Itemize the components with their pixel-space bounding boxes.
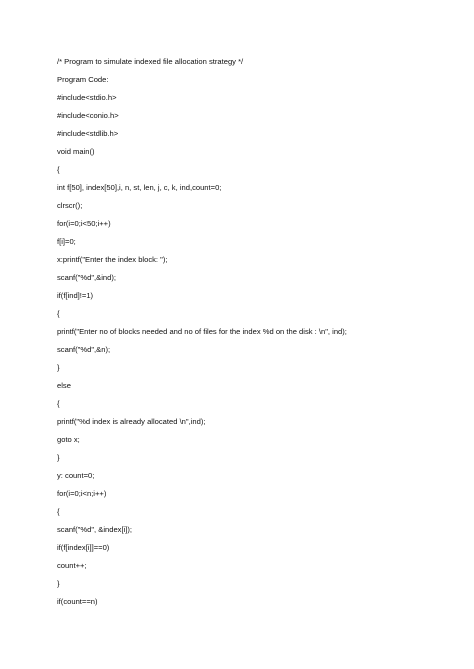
code-line-12: x:printf("Enter the index block: "); xyxy=(57,255,168,264)
code-line-7: { xyxy=(57,165,60,174)
code-line-28: if(f[index[i]]==0) xyxy=(57,543,110,552)
code-line-15: { xyxy=(57,309,60,318)
code-line-13: scanf("%d",&ind); xyxy=(57,273,116,282)
code-line-24: y: count=0; xyxy=(57,471,95,480)
code-line-27: scanf("%d", &index[i]); xyxy=(57,525,133,534)
code-line-23: } xyxy=(57,453,60,462)
code-line-26: { xyxy=(57,507,60,516)
code-line-25: for(i=0;i<n;i++) xyxy=(57,489,107,498)
code-line-19: else xyxy=(57,381,71,390)
code-line-3: #include<stdio.h> xyxy=(57,93,117,102)
code-line-22: goto x; xyxy=(57,435,80,444)
code-line-4: #include<conio.h> xyxy=(57,111,119,120)
code-line-21: printf("%d index is already allocated \n",ind); xyxy=(57,417,206,426)
code-line-2: Program Code: xyxy=(57,75,109,84)
code-line-31: if(count==n) xyxy=(57,597,98,606)
code-line-17: scanf("%d",&n); xyxy=(57,345,111,354)
code-line-9: clrscr(); xyxy=(57,201,83,210)
code-line-10: for(i=0;i<50;i++) xyxy=(57,219,111,228)
code-line-20: { xyxy=(57,399,60,408)
code-line-14: if(f[ind]!=1) xyxy=(57,291,94,300)
code-line-29: count++; xyxy=(57,561,87,570)
code-line-8: int f[50], index[50],i, n, st, len, j, c, k, ind,count=0; xyxy=(57,183,222,192)
code-line-18: } xyxy=(57,363,60,372)
code-line-1: /* Program to simulate indexed file allocation strategy */ xyxy=(57,57,244,66)
code-line-11: f[i]=0; xyxy=(57,237,76,246)
code-line-6: void main() xyxy=(57,147,95,156)
code-line-5: #include<stdlib.h> xyxy=(57,129,119,138)
code-line-30: } xyxy=(57,579,60,588)
code-line-16: printf("Enter no of blocks needed and no of files for the index %d on the disk : \n", ind); xyxy=(57,327,347,336)
